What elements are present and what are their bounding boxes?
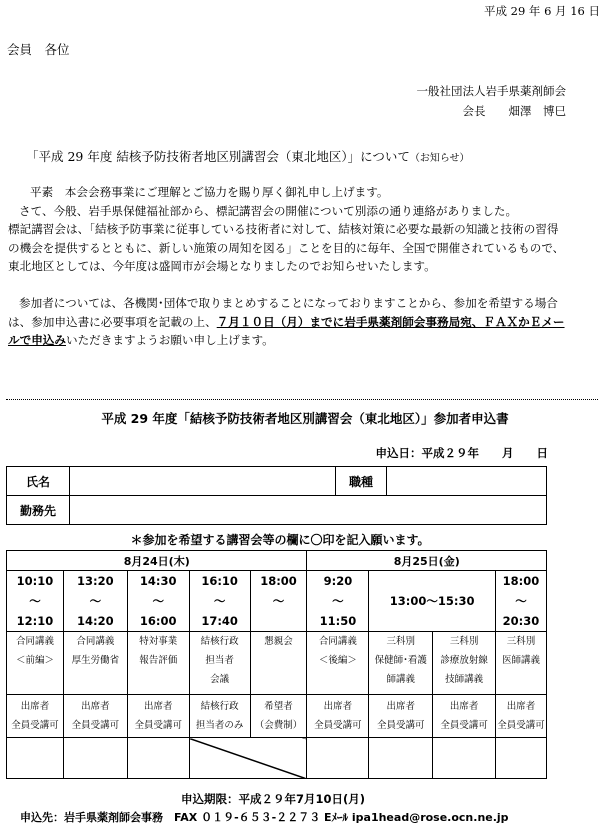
eligibility: 結核行政 担当者のみ [189, 695, 250, 738]
workplace-label: 勤務先 [7, 496, 70, 525]
schedule-table [6, 550, 547, 779]
application-text-end: いただきますようお願い申し上げます。 [65, 333, 274, 347]
form-title: 平成 29 年度「結核予防技術者地区別講習会（東北地区）」参加者申込書 [101, 411, 509, 426]
cut-line [6, 399, 598, 400]
instruction: ＊参加を希望する講習会等の欄に〇印を記入願います。 [130, 533, 430, 547]
document-date: 平成 29 年 6 月 16 日 [483, 4, 600, 18]
session-name: 合同講義 ＜前編＞ [7, 632, 64, 695]
mark-cell[interactable] [433, 738, 496, 779]
eligibility: 出席者 全員受講可 [7, 695, 64, 738]
application-deadline: ７月１０日（月）までに岩手県薬剤師会事務局宛、ＦＡＸかＥメールで申込み [8, 314, 565, 347]
session-name: 結核行政 担当者 会議 [189, 632, 250, 695]
name-label: 氏名 [7, 467, 70, 496]
time-slot: 13:00～15:30 [369, 571, 496, 632]
application-text: 参加者については、各機関･団体で取りまとめすることになっておりますことから、参加を希望する場合は、参加申込書に必要事項を記載の上、 [8, 296, 558, 329]
time-slot: 9:20 ～ 11:50 [307, 571, 369, 632]
time-slot: 16:10 ～ 17:40 [189, 571, 250, 632]
applicant-info-table [6, 466, 547, 525]
crossed-out-cell [189, 738, 307, 779]
subject-text: 「平成 29 年度 結核予防技術者地区別講習会（東北地区）」について [26, 149, 410, 164]
session-name: 合同講義 ＜後編＞ [307, 632, 369, 695]
letter-subject [26, 147, 470, 165]
day2-header: 8月25日(金) [307, 551, 547, 571]
eligibility: 出席者 全員受講可 [433, 695, 496, 738]
addressee: 会員 各位 [7, 42, 70, 57]
mark-cell[interactable] [7, 738, 64, 779]
subject-note: （お知らせ） [409, 153, 470, 164]
mark-cell[interactable] [307, 738, 369, 779]
position-field[interactable] [387, 467, 547, 496]
session-name: 合同講義 厚生労働省 [63, 632, 127, 695]
apply-date: 申込日：平成２９年 月 日 [375, 446, 548, 460]
paragraph-application [8, 294, 568, 350]
sender-name: 会長 畑澤 博巳 [462, 104, 566, 118]
time-slot: 10:10 ～ 12:10 [7, 571, 64, 632]
contact-info: 申込先：岩手県薬剤師会事務 FAX ０１９-６５３-２２７３ Eﾒｰﾙ ipa1head@rose.ocn.ne.jp [20, 811, 509, 824]
day1-header: 8月24日(木) [7, 551, 307, 571]
application-deadline-line: 申込期限：平成２９年7月10日(月) [181, 792, 366, 806]
eligibility: 出席者 全員受講可 [127, 695, 189, 738]
session-name: 三科別 保健師･看護 師講義 [369, 632, 433, 695]
session-name: 三科別 診療放射線 技師講義 [433, 632, 496, 695]
workplace-field[interactable] [70, 496, 547, 525]
position-label: 職種 [336, 467, 387, 496]
paragraph-purpose: 標記講習会は、「結核予防事業に従事している技術者に対して、結核対策に必要な最新の知識と技術の習得の機会を提供するとともに、新しい施策の周知を図る」ことを目的に毎年、全国で開催されているもので、東北地区としては、今年度は盛岡市が会場となりましたのでお知らせいたします。 [8, 222, 565, 273]
eligibility: 希望者 （会費制） [250, 695, 307, 738]
eligibility: 出席者 全員受講可 [369, 695, 433, 738]
paragraph-greeting: 平素 本会会務事業にご理解とご協力を賜り厚く御礼申し上げます。 [30, 185, 389, 199]
time-slot: 13:20 ～ 14:20 [63, 571, 127, 632]
time-slot: 18:00 ～ 20:30 [495, 571, 546, 632]
mark-cell[interactable] [127, 738, 189, 779]
paragraph-notice: さて、今般、岩手県保健福祉部から、標記講習会の開催について別添の通り連絡がありました。 [19, 204, 518, 218]
session-name: 三科別 医師講義 [495, 632, 546, 695]
mark-cell[interactable] [495, 738, 546, 779]
eligibility: 出席者 全員受講可 [495, 695, 546, 738]
session-name: 特対事業 報告評価 [127, 632, 189, 695]
time-slot: 14:30 ～ 16:00 [127, 571, 189, 632]
mark-cell[interactable] [369, 738, 433, 779]
time-slot: 18:00 ～ [250, 571, 307, 632]
session-name: 懇親会 [250, 632, 307, 695]
mark-cell[interactable] [63, 738, 127, 779]
eligibility: 出席者 全員受講可 [307, 695, 369, 738]
name-field[interactable] [70, 467, 336, 496]
sender-organization: 一般社団法人岩手県薬剤師会 [416, 84, 566, 98]
eligibility: 出席者 全員受講可 [63, 695, 127, 738]
